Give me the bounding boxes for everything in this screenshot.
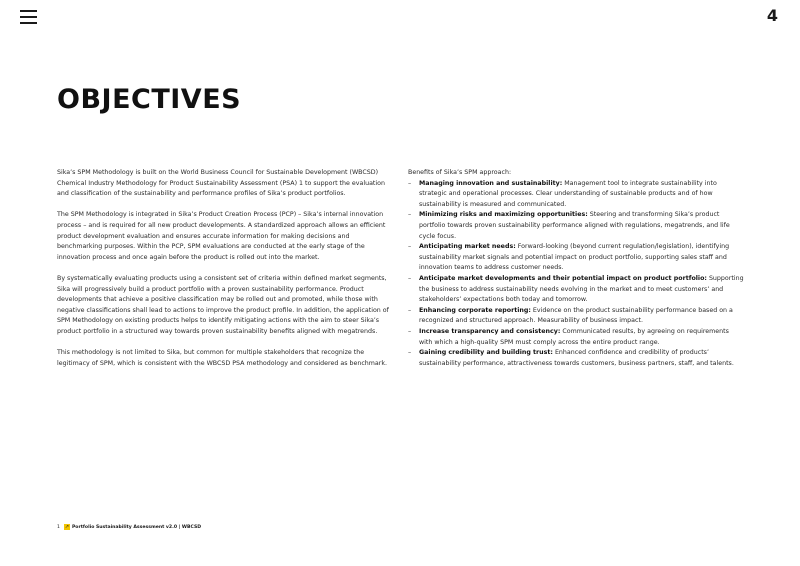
list-item <box>408 274 744 306</box>
hamburger-menu-icon[interactable] <box>20 10 37 24</box>
benefit-text: Evidence on the product sustainability performance based on a recognized and structured approach. Measurability of business impact. <box>419 306 733 325</box>
list-item <box>408 179 744 211</box>
list-item <box>408 327 744 348</box>
benefit-text: Communicated results, by agreeing on requirements with which a high-quality SPM must comply across the entire product range. <box>419 327 729 346</box>
page-title: OBJECTIVES <box>57 84 242 115</box>
footnote-link[interactable]: Portfolio Sustainability Assessment v2.0 | WBCSD <box>71 524 202 530</box>
benefits-list <box>408 179 744 370</box>
benefit-label: Minimizing risks and maximizing opportunities: <box>419 211 588 219</box>
list-item <box>408 306 744 327</box>
menu-bar <box>20 16 37 18</box>
benefit-text: Supporting the business to address sustainability needs evolving in the market and to meet customers’ and stakeholders’ expectations both today and tomorrow. <box>419 274 744 304</box>
footnote-number: 1 <box>57 524 60 530</box>
left-column <box>57 168 393 380</box>
list-item <box>408 242 744 274</box>
benefits-intro: Benefits of Sika’s SPM approach: <box>408 169 512 176</box>
paragraph: By systematically evaluating products using a consistent set of criteria within defined market segments, Sika will progressively build a product portfolio with a proven sustainability performance. Product developments that achieve a positive classification may be rolled out and promoted, while those with negative classifications shall lead to actions to improve the product profile. In addition, the application of SPM Methodology on existing products helps to identify mitigating actions with the aim to steer Sika’s product portfolio in a structured way towards proven sustainability benefits aligned with megatrends. <box>57 274 389 335</box>
benefit-text: Forward-looking (beyond current regulation/legislation), identifying sustainability market signals and potential impact on product portfolio, supporting sales staff and innovation teams to address customer needs. <box>419 243 730 272</box>
benefit-text: Enhanced confidence and credibility of products’ sustainability performance, attractiveness towards customers, business partners, staff, and talents. <box>419 349 734 367</box>
list-item <box>408 348 744 369</box>
right-column <box>408 168 744 369</box>
benefit-text: Management tool to integrate sustainability into strategic and operational processes. Clear understanding of sustainable products and of how sustainability is measured and communicated. <box>419 179 717 208</box>
benefit-label: Enhancing corporate reporting: <box>419 306 531 314</box>
menu-bar <box>20 10 37 12</box>
menu-bar <box>20 22 37 24</box>
benefit-label: Anticipating market needs: <box>419 243 516 251</box>
benefit-label: Anticipate market developments and their potential impact on product portfolio: <box>419 274 707 282</box>
list-item <box>408 210 744 242</box>
page-number: 4 <box>766 6 778 25</box>
paragraph: This methodology is not limited to Sika, but common for multiple stakeholders that recognize the legitimacy of SPM, which is consistent with the WBCSD PSA methodology and considered as benchmark. <box>57 349 388 367</box>
benefit-label: Gaining credibility and building trust: <box>419 349 553 357</box>
benefit-label: Increase transparency and consistency: <box>419 327 561 335</box>
paragraph: Sika’s SPM Methodology is built on the World Business Council for Sustainable Development (WBCSD) Chemical Industry Methodology for Product Sustainability Assessment (PSA) 1 to support the evaluation and classification of the sustainability and performance profiles of Sika’s product portfolios. <box>57 169 385 198</box>
footnote <box>57 524 201 530</box>
paragraph: The SPM Methodology is integrated in Sika’s Product Creation Process (PCP) – Sika’s internal innovation process – and is required for all new product developments. A standardized approach allows an efficient product development evaluation and ensures accurate information for making decisions and benchmarking purposes. Within the PCP, SPM evaluations are conducted at the early stage of the innovation process and once again before the product is rolled out into the market. <box>57 211 386 261</box>
benefit-text: Steering and transforming Sika’s product portfolio towards proven sustainability performance aligned with regulations, megatrends, and life cycle focus. <box>419 211 730 240</box>
benefit-label: Managing innovation and sustainability: <box>419 179 563 187</box>
external-link-icon[interactable]: ↗ <box>64 524 70 530</box>
